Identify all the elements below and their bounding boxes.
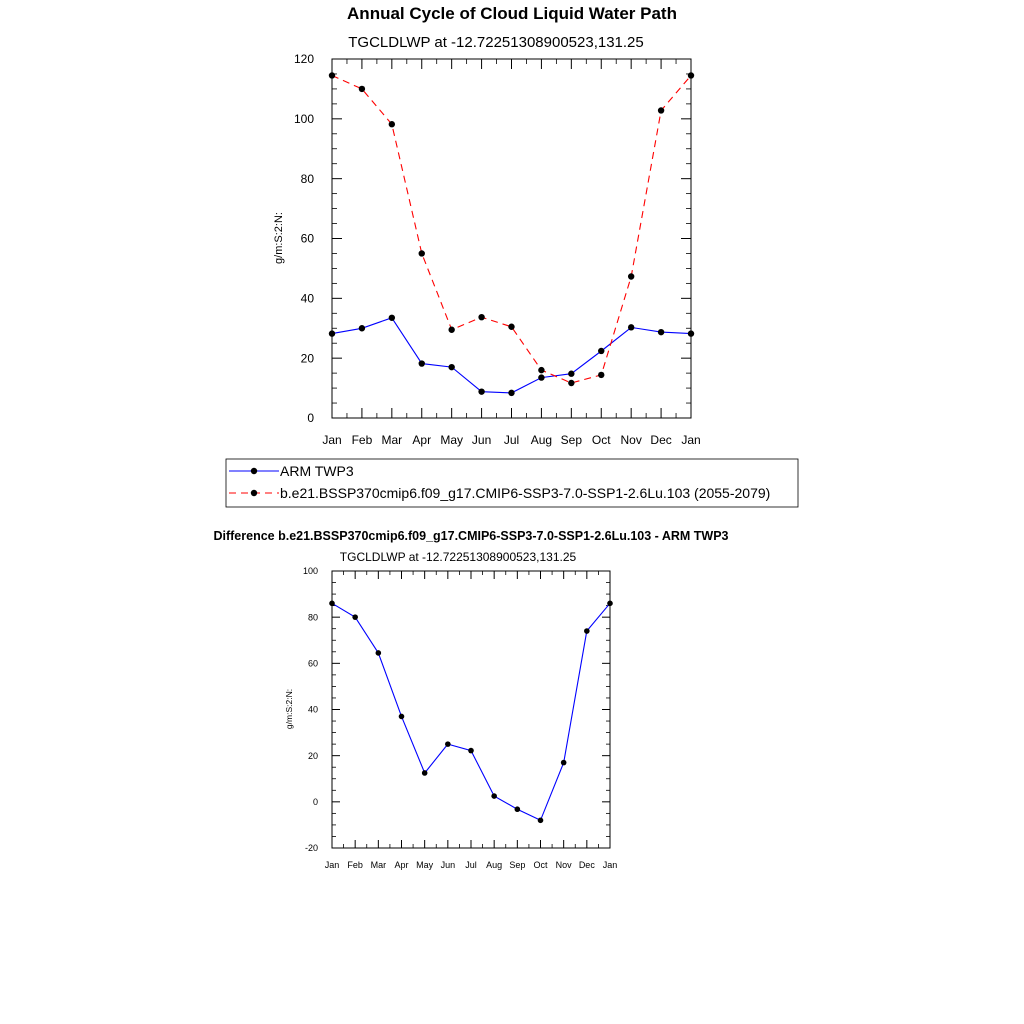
panel0-x-tick-label: Apr: [412, 433, 432, 447]
panel0-series-1-point: [478, 314, 484, 320]
panel0-y-tick-label: 0: [307, 411, 314, 426]
panel1-series-0-point: [515, 806, 521, 812]
panel0-x-tick-label: Oct: [591, 433, 611, 447]
panel0-x-tick-label: Jul: [503, 433, 520, 447]
panel0-x-tick-label: Aug: [530, 433, 553, 447]
panel-2-plot-frame: [332, 571, 610, 848]
panel1-series-0-point: [399, 714, 405, 720]
panel1-x-tick-label: Jan: [602, 860, 618, 870]
panel1-series-0-point: [607, 601, 613, 607]
panel0-series-1-point: [448, 327, 454, 333]
panel0-y-tick-label: 80: [300, 171, 314, 186]
panel0-x-tick-label: Feb: [351, 433, 373, 447]
panel-1-plot-frame: [332, 59, 691, 418]
panel-2-subtitle: TGCLDLWP at -12.72251308900523,131.25: [339, 550, 577, 564]
panel-1: [273, 34, 701, 447]
panel0-y-tick-label: 120: [293, 52, 314, 67]
panel-2-axes: [303, 566, 617, 870]
panel1-y-tick-label: 100: [302, 566, 318, 577]
panel0-y-tick-label: 40: [300, 291, 314, 306]
panel-2-series: [329, 601, 613, 824]
panel-1-subtitle: TGCLDLWP at -12.72251308900523,131.25: [348, 34, 644, 51]
panel1-series-0-point: [468, 748, 474, 754]
panel1-x-tick-label: Feb: [347, 860, 363, 870]
panel0-series-0-point: [568, 371, 574, 377]
panel1-series-0-point: [445, 741, 451, 747]
panel0-series-1-point: [508, 324, 514, 330]
panel1-x-tick-label: Aug: [486, 860, 503, 870]
panel0-x-tick-label: Sep: [560, 433, 583, 447]
panel1-x-tick-label: Jul: [465, 860, 477, 870]
panel-1-axes: [294, 52, 701, 447]
panel1-y-tick-label: 40: [307, 704, 318, 715]
panel1-x-tick-label: Jan: [324, 860, 340, 870]
panel1-x-tick-label: Oct: [533, 860, 548, 870]
panel0-series-0-point: [658, 329, 664, 335]
panel0-series-0-point: [329, 330, 335, 336]
panel0-x-tick-label: May: [440, 433, 464, 447]
panel1-series-0-point: [352, 614, 358, 620]
panel-2: [213, 529, 728, 870]
panel0-series-1-point: [538, 367, 544, 373]
panel0-x-tick-label: Jan: [322, 433, 342, 447]
legend-label-arm: ARM TWP3: [280, 463, 354, 479]
panel1-series-0-point: [329, 601, 335, 607]
panel0-series-1-point: [628, 273, 634, 279]
panel0-series-0-point: [508, 390, 514, 396]
panel0-series-1-point: [598, 372, 604, 378]
panel0-series-0-point: [419, 360, 425, 366]
panel1-y-tick-label: 20: [307, 750, 318, 761]
panel0-series-1-point: [419, 250, 425, 256]
panel0-series-0-point: [478, 388, 484, 394]
panel0-series-0-point: [628, 324, 634, 330]
panel0-y-tick-label: 100: [293, 112, 314, 127]
panel1-x-tick-label: May: [416, 860, 434, 870]
legend: [226, 459, 798, 507]
panel-2-y-axis-label: g/m:S:2:N:: [284, 688, 294, 730]
panel1-x-tick-label: Jun: [440, 860, 456, 870]
panel1-series-0-point: [584, 628, 590, 634]
panel1-series-0-point: [538, 818, 544, 824]
panel1-y-tick-label: 80: [307, 612, 318, 623]
panel1-x-tick-label: Sep: [509, 860, 526, 870]
panel0-x-tick-label: Dec: [650, 433, 672, 447]
legend-label-model: b.e21.BSSP370cmip6.f09_g17.CMIP6-SSP3-7.0-SSP1-2.6Lu.103 (2055-2079): [280, 485, 771, 501]
panel0-series-1-point: [658, 107, 664, 113]
main-title: Annual Cycle of Cloud Liquid Water Path: [347, 4, 677, 23]
panel-2-title: Difference b.e21.BSSP370cmip6.f09_g17.CMIP6-SSP3-7.0-SSP1-2.6Lu.103 - ARM TWP3: [213, 529, 729, 543]
panel0-series-0-point: [598, 348, 604, 354]
panel1-series-line-0: [332, 603, 610, 820]
panel1-series-0-point: [561, 760, 567, 766]
panel0-series-0-point: [389, 315, 395, 321]
panel1-x-tick-label: Nov: [555, 860, 572, 870]
panel1-y-tick-label: 0: [312, 796, 318, 807]
panel0-y-tick-label: 20: [300, 351, 314, 366]
panel1-series-0-point: [422, 770, 428, 776]
panel0-series-1-point: [389, 121, 395, 127]
panel-1-y-axis-label: g/m:S:2:N:: [273, 212, 285, 264]
panel0-x-tick-label: Jan: [681, 433, 701, 447]
panel0-series-1-point: [329, 72, 335, 78]
panel1-x-tick-label: Mar: [370, 860, 387, 870]
panel0-series-0-point: [359, 325, 365, 331]
panel0-x-tick-label: Mar: [381, 433, 403, 447]
legend-marker-model: [251, 490, 257, 496]
panel0-series-line-1: [332, 76, 691, 384]
panel0-series-1-point: [568, 380, 574, 386]
panel1-series-0-point: [376, 650, 382, 656]
panel1-series-0-point: [491, 793, 497, 799]
panel-1-series: [329, 72, 694, 396]
panel0-series-0-point: [688, 330, 694, 336]
panel0-x-tick-label: Nov: [620, 433, 642, 447]
panel0-series-1-point: [359, 86, 365, 92]
panel0-y-tick-label: 60: [300, 231, 314, 246]
panel1-x-tick-label: Dec: [578, 860, 595, 870]
panel1-y-tick-label: -20: [304, 843, 318, 854]
panel0-series-0-point: [448, 364, 454, 370]
panel0-x-tick-label: Jun: [471, 433, 492, 447]
legend-marker-arm: [251, 468, 257, 474]
panel1-y-tick-label: 60: [307, 658, 318, 669]
panel1-x-tick-label: Apr: [394, 860, 409, 870]
panel0-series-1-point: [688, 72, 694, 78]
panel0-series-0-point: [538, 374, 544, 380]
